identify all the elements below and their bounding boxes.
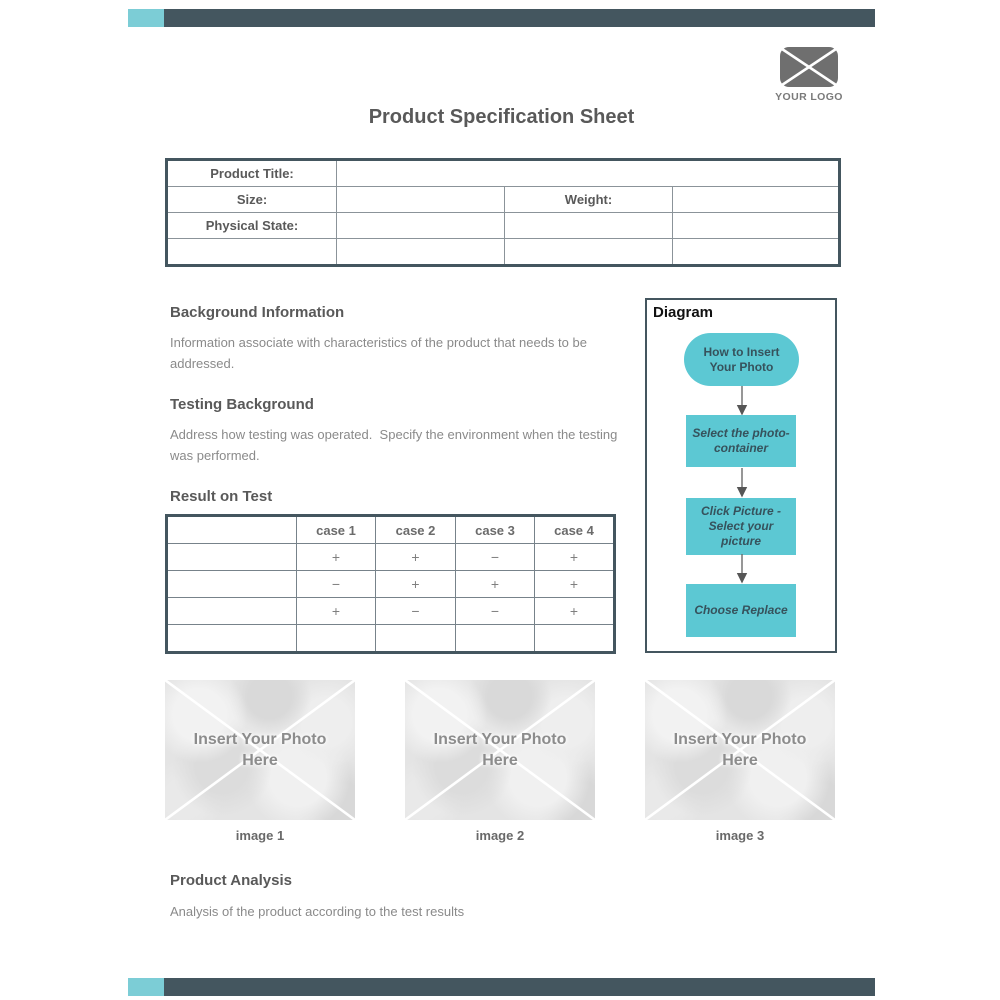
photo-placeholder-text: Insert Your Photo Here	[673, 731, 807, 769]
top-bar-slate-segment	[164, 9, 875, 27]
spec-empty-cell	[505, 213, 673, 239]
result-cell	[167, 598, 297, 625]
result-heading: Result on Test	[170, 488, 273, 505]
photo-caption-2: image 2	[475, 828, 525, 843]
photo-placeholder-1[interactable]	[165, 680, 355, 820]
diagram-panel	[645, 298, 837, 653]
result-header-cell	[167, 516, 297, 544]
spec-empty-cell	[505, 239, 673, 266]
result-cell: +	[297, 544, 376, 571]
result-row	[167, 598, 615, 625]
diagram-heading: Diagram	[653, 304, 714, 321]
bottom-accent-bar	[128, 978, 875, 996]
result-cell: −	[297, 571, 376, 598]
flow-step-select-container: Select the photo-container	[686, 415, 796, 467]
physical-state-value-cell	[337, 213, 505, 239]
product-title-label: Product Title:	[167, 160, 337, 187]
flow-arrow-down-icon	[735, 554, 749, 584]
spec-row-size-weight	[167, 187, 840, 213]
result-header-cell: case 4	[535, 516, 615, 544]
result-cell: +	[297, 598, 376, 625]
photo-placeholder-text: Insert Your Photo Here	[433, 731, 567, 769]
photo-placeholder-text: Insert Your Photo Here	[193, 731, 327, 769]
photo-caption-1: image 1	[235, 828, 285, 843]
result-cell: +	[535, 571, 615, 598]
result-row	[167, 571, 615, 598]
spec-empty-cell	[673, 213, 840, 239]
spec-row-extra	[167, 239, 840, 266]
spec-row-physical-state	[167, 213, 840, 239]
result-cell: +	[376, 544, 456, 571]
product-title-value-cell	[337, 160, 840, 187]
result-cell	[376, 625, 456, 653]
flow-start-node: How to Insert Your Photo	[684, 333, 799, 386]
result-cell: −	[456, 598, 535, 625]
result-header-cell: case 1	[297, 516, 376, 544]
weight-label: Weight:	[505, 187, 673, 213]
size-label: Size:	[167, 187, 337, 213]
flow-arrow-down-icon	[735, 386, 749, 416]
result-cell: +	[456, 571, 535, 598]
spec-row-title	[167, 160, 840, 187]
spec-empty-cell	[337, 239, 505, 266]
analysis-heading: Product Analysis	[170, 872, 292, 889]
photo-caption-3: image 3	[715, 828, 765, 843]
page-title: Product Specification Sheet	[368, 106, 635, 128]
logo-label: YOUR LOGO	[775, 91, 843, 103]
result-cell	[456, 625, 535, 653]
spec-table	[165, 158, 841, 267]
result-cell: +	[535, 598, 615, 625]
top-bar-teal-segment	[128, 9, 164, 27]
bottom-bar-teal-segment	[128, 978, 164, 996]
analysis-body: Analysis of the product according to the test results	[170, 904, 465, 919]
result-cell	[535, 625, 615, 653]
logo-placeholder[interactable]	[770, 47, 848, 103]
result-cell	[167, 625, 297, 653]
result-row	[167, 544, 615, 571]
result-cell: +	[376, 571, 456, 598]
bottom-bar-slate-segment	[164, 978, 875, 996]
weight-value-cell	[673, 187, 840, 213]
spec-empty-cell	[673, 239, 840, 266]
photo-placeholder-2[interactable]	[405, 680, 595, 820]
top-accent-bar	[128, 9, 875, 27]
photo-placeholder-3[interactable]	[645, 680, 835, 820]
flow-step-click-picture: Click Picture - Select your picture	[686, 498, 796, 555]
result-cell	[297, 625, 376, 653]
logo-envelope-icon	[780, 47, 838, 87]
physical-state-label: Physical State:	[167, 213, 337, 239]
result-row	[167, 625, 615, 653]
result-cell	[167, 544, 297, 571]
spec-empty-cell	[167, 239, 337, 266]
result-cell: −	[376, 598, 456, 625]
flow-arrow-down-icon	[735, 468, 749, 498]
testing-heading: Testing Background	[170, 396, 314, 413]
size-value-cell	[337, 187, 505, 213]
result-header-cell: case 2	[376, 516, 456, 544]
result-cell	[167, 571, 297, 598]
result-table	[165, 514, 616, 654]
background-heading: Background Information	[170, 304, 345, 321]
testing-body: Address how testing was operated. Specify the environment when the testing was performed.	[170, 427, 621, 463]
result-header-cell: case 3	[456, 516, 535, 544]
background-body: Information associate with characteristics of the product that needs to be addressed.	[170, 335, 591, 371]
flow-step-choose-replace: Choose Replace	[686, 584, 796, 637]
result-cell: −	[456, 544, 535, 571]
result-cell: +	[535, 544, 615, 571]
result-header-row	[167, 516, 615, 544]
